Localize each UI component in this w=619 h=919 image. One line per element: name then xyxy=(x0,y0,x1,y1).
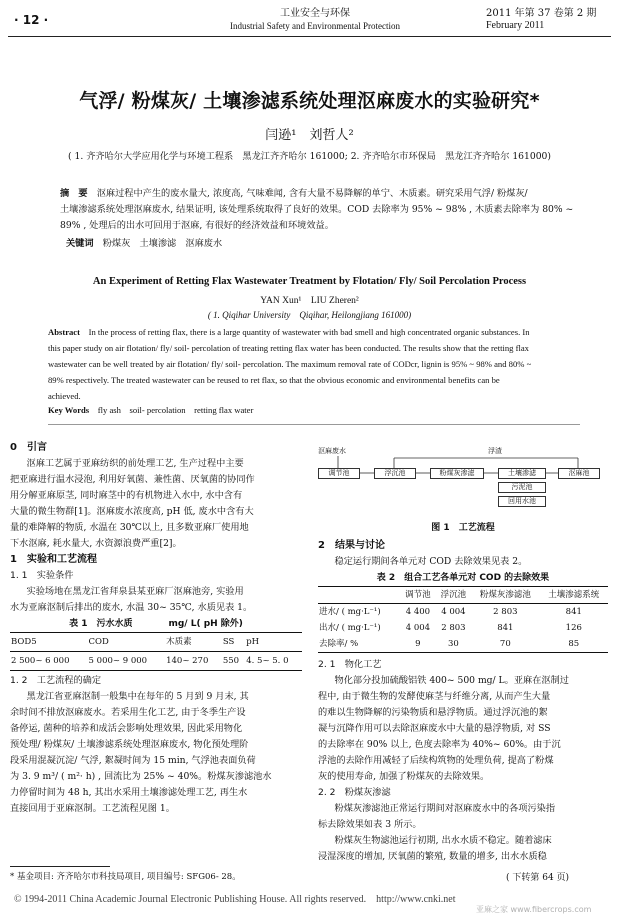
table2-cell: 841 xyxy=(565,607,582,617)
paragraph-line: 直接回用于亚麻沤制。工艺流程见图 1。 xyxy=(10,803,175,814)
paragraph-line: 大量的微生物群[1]。沤麻废水浓度高, pH 低, 废水中含有大 xyxy=(10,506,254,517)
section-heading: 0 引言 xyxy=(10,442,47,453)
right-column xyxy=(318,538,608,865)
abstract-en-line: this paper study on air flotation/ fly/ soil- percolation of treating retting flax water has been conducted. The results show that the retting flax xyxy=(48,343,529,353)
paper-title: 气浮/ 粉煤灰/ 土壤渗滤系统处理沤麻废水的实验研究* xyxy=(79,90,540,112)
paragraph-line: 浮池的去除作用减轻了后续构筑物的处理负荷, 提高了粉煤 xyxy=(318,755,554,766)
abstract-en-line: achieved. xyxy=(48,391,81,401)
table2 xyxy=(318,586,608,653)
table2-header-cell xyxy=(318,587,400,604)
table2-cell: 4 400 xyxy=(405,607,431,617)
table2-cell: 9 xyxy=(415,639,421,649)
figure1-box: 回用水池 xyxy=(498,496,546,507)
figure1-box: 调节池 xyxy=(318,468,360,479)
table2-cell: 85 xyxy=(568,639,580,649)
abstract-cn-label: 摘 要 xyxy=(60,188,88,199)
table1-cell: 4. 5~ 5. 0 xyxy=(246,656,289,666)
journal-name-en: Industrial Safety and Environmental Protection xyxy=(230,21,400,31)
table2-row xyxy=(318,636,608,653)
subsection-heading: 1. 1 实验条件 xyxy=(10,570,74,581)
issue-cn: 2011 年第 37 卷第 2 期 xyxy=(486,8,597,19)
paragraph-line: 实验场地在黑龙江省拜泉县某亚麻厂沤麻池旁, 实验用 xyxy=(26,586,244,597)
paragraph-line: 余时间不排放沤麻废水。若采用生化工艺, 由于冬季生产设 xyxy=(10,707,246,718)
left-column xyxy=(10,440,302,817)
figure1-arrows xyxy=(318,446,608,516)
paragraph-line: 的难以生物降解的污染物质和悬浮物质。通过浮沉池的絮 xyxy=(318,707,548,718)
subsection-heading: 1. 2 工艺流程的确定 xyxy=(10,675,102,686)
paragraph-line: 沤麻工艺属于亚麻纺织的前处理工艺, 生产过程中主要 xyxy=(26,458,244,469)
paragraph-line: 浸湿深度的增加, 厌氧菌的繁殖, 数量的增多, 出水水质稳 xyxy=(318,851,547,862)
figure1-top-label: 浮渣 xyxy=(488,447,502,455)
figure1-caption: 图 1 工艺流程 xyxy=(431,523,495,533)
table2-caption: 表 2 组合工艺各单元对 COD 的去除效果 xyxy=(376,573,550,583)
table1-row xyxy=(10,652,302,671)
paragraph-line: 备停运, 菌种的培养和成活会影响处理效果, 因此采用物化 xyxy=(10,723,243,734)
issue-en: February 2011 xyxy=(486,20,545,31)
paragraph-line: 量的难降解的物质, 水温在 30℃以上, 且多数亚麻厂使用地 xyxy=(10,522,249,533)
table2-row xyxy=(318,604,608,621)
paragraph-line: 稳定运行期间各单元对 COD 去除效果见表 2。 xyxy=(334,556,528,567)
abstract-en-line: 89% respectively. The treated wastewater can be reused to ret flax, so that the obvious economic and environmental benefits can be xyxy=(48,375,500,385)
figure1-box: 土壤渗滤 xyxy=(498,468,546,479)
table1-header-cell: pH xyxy=(246,637,260,647)
paragraph-line: 的去除率在 90% 以上, 色度去除率为 40%~ 60%。由于沉 xyxy=(318,739,561,750)
abstract-cn-line: 土壤渗滤系统处理沤麻废水, 结果证明, 该处理系统取得了良好的效果。COD 去除率为 95% ~ 98% , 木质素去除率为 80% ~ xyxy=(60,204,574,215)
footnote: * 基金项目: 齐齐哈尔市科技局项目, 项目编号: SFG06- 28。 xyxy=(10,872,241,882)
abstract-cn-line: 89% , 处理后的出水可回用于沤麻, 有很好的经济效益和环境效益。 xyxy=(60,220,334,231)
table1-header-cell: 木质素 xyxy=(166,637,192,647)
keywords-en-label: Key Words xyxy=(48,405,90,415)
copyright-line: © 1994-2011 China Academic Journal Electronic Publishing House. All rights reserved. http://www.cnki.net xyxy=(14,894,456,905)
subsection-heading: 2. 2 粉煤灰渗滤 xyxy=(318,787,391,798)
keywords-en xyxy=(48,404,253,416)
keywords-cn xyxy=(66,236,222,252)
table1-cell: 140~ 270 xyxy=(166,656,209,666)
keywords-en-text: fly ash soil- percolation retting flax water xyxy=(97,405,254,415)
paragraph-line: 水为亚麻沤制后排出的废水, 水温 30~ 35℃, 水质见表 1。 xyxy=(10,602,253,613)
table2-cell: 126 xyxy=(565,623,582,633)
header-rule xyxy=(8,36,611,37)
en-affiliation: ( 1. Qiqihar University Qiqihar, Heilongjiang 161000) xyxy=(207,310,412,320)
table1-header-cell: BOD5 xyxy=(11,637,37,647)
section-heading: 1 实验和工艺流程 xyxy=(10,554,97,565)
paragraph-line: 用分解亚麻原茎, 同时麻茎中的有机物进入水中, 水中含有 xyxy=(10,490,243,501)
table1-cell: 550 xyxy=(222,656,240,666)
paragraph-line: 灰的使用寿命, 加强了粉煤灰的去除效果。 xyxy=(318,771,490,782)
table2-header-cell: 浮沉池 xyxy=(440,590,467,600)
figure1-box: 沤麻池 xyxy=(558,468,600,479)
issue-info xyxy=(486,8,596,32)
page-number: · 12 · xyxy=(14,13,49,27)
table1-caption: 表 1 污水水质 mg/ L( pH 除外) xyxy=(69,619,243,629)
table1 xyxy=(10,632,302,671)
subsection-heading: 2. 1 物化工艺 xyxy=(318,659,382,670)
table1-header-row xyxy=(10,633,302,652)
table1-cell: 5 000~ 9 000 xyxy=(88,656,148,666)
table1-header-cell: SS xyxy=(222,637,235,647)
keywords-cn-label: 关键词 xyxy=(66,238,94,249)
table2-row xyxy=(318,620,608,636)
abstract-cn-line: 沤麻过程中产生的废水量大, 浓度高, 气味难闻, 含有大量不易降解的单宁、木质素。研究采用气浮/ 粉煤灰/ xyxy=(96,188,528,199)
abstract-en-line: In the process of retting flax, there is a large quantity of wastewater with bad smell and high concentrated organic substances. In xyxy=(88,327,530,337)
en-title: An Experiment of Retting Flax Wastewater Treatment by Flotation/ Fly/ Soil Percolation Process xyxy=(92,276,527,287)
paragraph-line: 物化部分投加硫酸铝铁 400~ 500 mg/ L。亚麻在沤制过 xyxy=(334,675,569,686)
table2-cell: 进水/ ( mg·L⁻¹) xyxy=(319,607,381,617)
table2-cell: 841 xyxy=(497,623,514,633)
table2-cell: 70 xyxy=(499,639,511,649)
continued-note: ( 下转第 64 页) xyxy=(506,873,570,883)
abstract-en-line: wastewater can be well treated by air flotation/ fly/ soil- percolation. The maximum removal rate of CODcr, lignin is 95% ~ 98% and 80% ~ xyxy=(48,359,532,369)
abstract-en xyxy=(48,324,580,404)
paragraph-line: 黑龙江省亚麻沤制一般集中在每年的 5 月到 9 月末, 其 xyxy=(26,691,249,702)
en-authors: YAN Xun¹ LIU Zheren² xyxy=(260,296,359,306)
figure1-box: 粉煤灰渗滤 xyxy=(430,468,484,479)
journal-name-cn: 工业安全与环保 xyxy=(280,8,350,19)
paragraph-line: 凝与沉降作用可以去除沤麻废水中大量的悬浮物质, 对 SS xyxy=(318,723,551,734)
table2-cell: 30 xyxy=(447,639,459,649)
affiliation: ( 1. 齐齐哈尔大学应用化学与环境工程系 黑龙江齐齐哈尔 161000; 2. 齐齐哈尔市环保局 黑龙江齐齐哈尔 161000) xyxy=(68,151,551,162)
paragraph-line: 为 3. 9 m³/ ( m²· h) , 回流比为 25% ~ 40%。粉煤灰渗滤池水 xyxy=(10,771,272,782)
figure1-box: 污泥池 xyxy=(498,482,546,493)
paragraph-line: 预处理/ 粉煤灰/ 土壤渗滤系统处理沤麻废水, 物化预处理阶 xyxy=(10,739,249,750)
table2-header-cell: 调节池 xyxy=(405,590,431,600)
authors: 闫逊¹ 刘哲人² xyxy=(265,128,354,143)
paragraph-line: 把亚麻进行温水浸泡, 利用好氧菌、兼性菌、厌氧菌的协同作 xyxy=(10,474,255,485)
paragraph-line: 程中, 由于微生物的发酵使麻茎与纤维分离, 从而产生大量 xyxy=(318,691,551,702)
table1-cell: 2 500~ 6 000 xyxy=(11,656,70,666)
abstract-cn xyxy=(60,186,580,234)
table1-header-cell: COD xyxy=(88,637,109,647)
table2-cell: 出水/ ( mg·L⁻¹) xyxy=(319,623,381,633)
table2-cell: 2 803 xyxy=(493,607,518,617)
table2-cell: 2 803 xyxy=(441,623,466,633)
figure1-input-label: 沤麻废水 xyxy=(318,447,346,455)
table2-header-cell: 粉煤灰渗滤池 xyxy=(479,590,531,600)
figure1-box: 浮沉池 xyxy=(374,468,416,479)
paragraph-line: 粉煤灰渗滤池正常运行期间对沤麻废水中的各项污染指 xyxy=(334,803,556,814)
paragraph-line: 粉煤灰生物滤池运行初期, 出水水质不稳定。随着滤床 xyxy=(334,835,552,846)
abstract-en-label: Abstract xyxy=(48,327,80,337)
journal-header xyxy=(205,8,425,32)
paragraph-line: 段采用混凝沉淀/ 气浮, 絮凝时间为 15 min, 气浮池表面负荷 xyxy=(10,755,256,766)
abstract-rule xyxy=(48,424,580,425)
footnote-rule xyxy=(10,866,110,867)
figure1 xyxy=(318,446,608,516)
table2-cell: 4 004 xyxy=(405,623,431,633)
paragraph-line: 力停留时间为 48 h, 其出水采用土壤渗滤处理工艺, 再生水 xyxy=(10,787,248,798)
table2-header-row xyxy=(318,587,608,604)
table2-cell: 去除率/ % xyxy=(319,639,359,649)
table2-cell: 4 004 xyxy=(441,607,466,617)
paragraph-line: 标去除效果如表 3 所示。 xyxy=(318,819,422,830)
watermark: 亚麻之家 www.fibercrops.com xyxy=(476,905,592,914)
table2-header-cell: 土壤渗滤系统 xyxy=(548,590,600,600)
paragraph-line: 下水沤麻, 耗水量大, 水资源浪费严重[2]。 xyxy=(10,538,182,549)
section-heading: 2 结果与讨论 xyxy=(318,540,385,551)
keywords-cn-text: 粉煤灰 土壤渗滤 沤麻废水 xyxy=(102,238,223,249)
